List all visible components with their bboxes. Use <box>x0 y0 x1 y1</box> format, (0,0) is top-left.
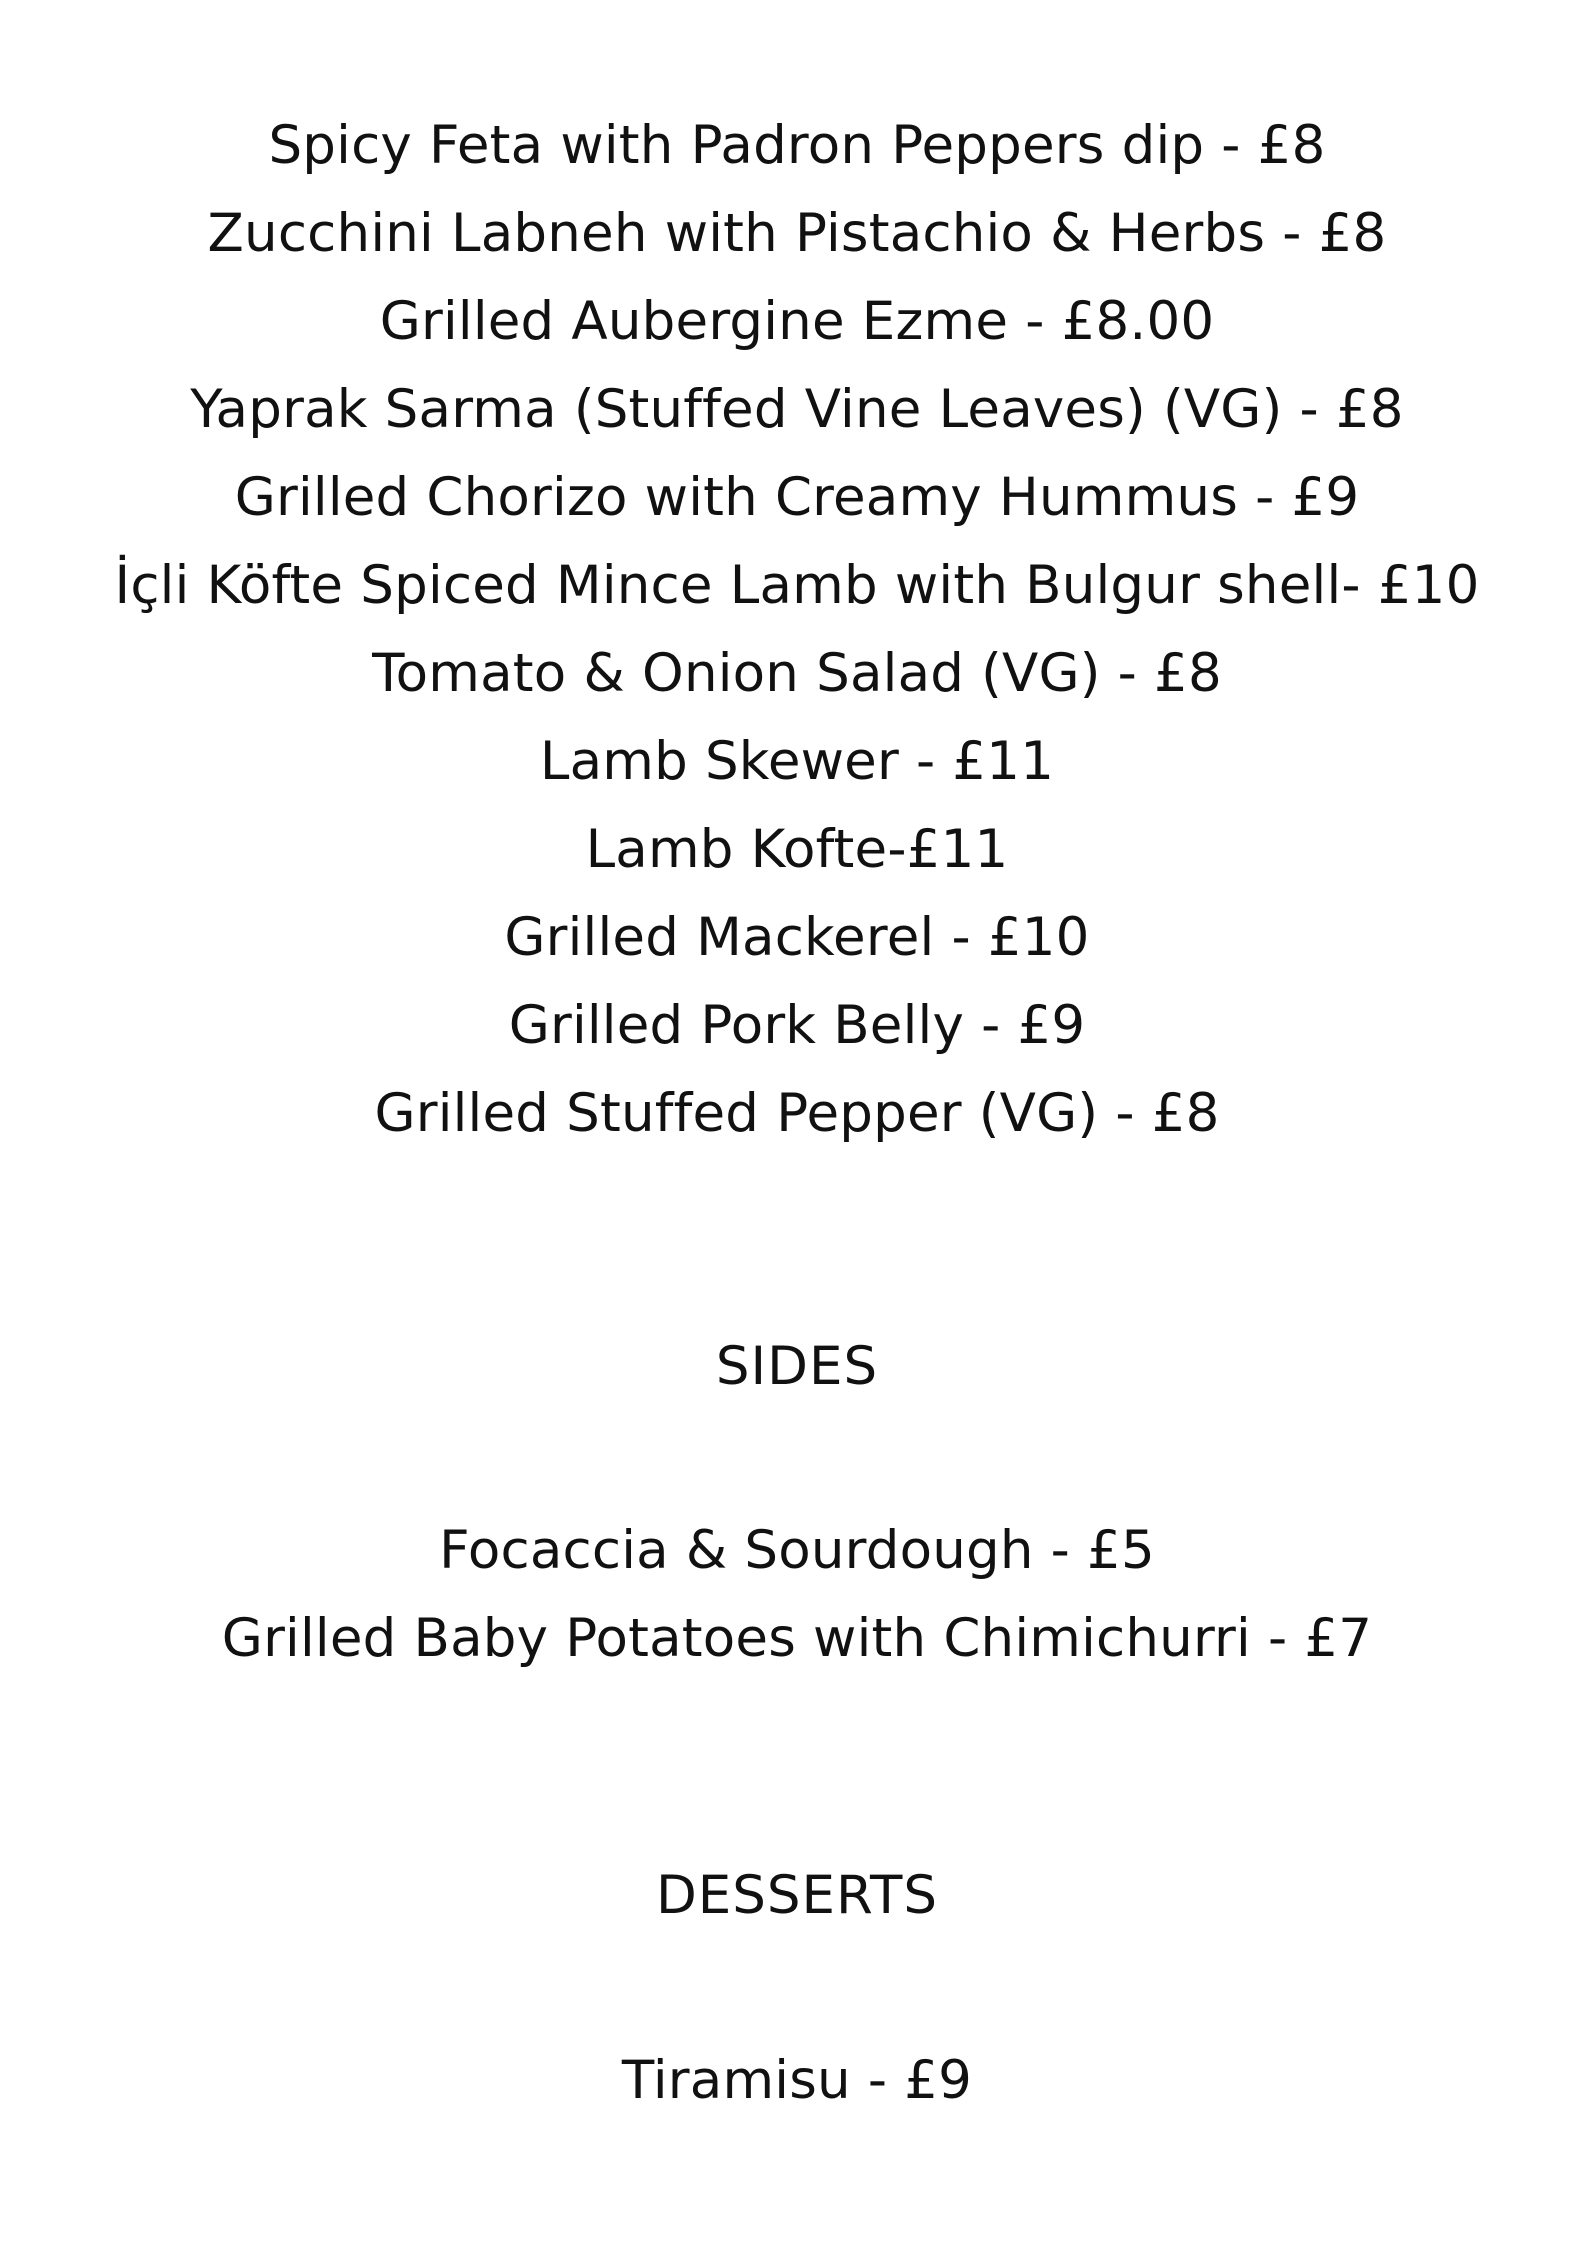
menu-item: Grilled Stuffed Pepper (VG) - £8 <box>374 1083 1220 1144</box>
menu-item: Spicy Feta with Padron Peppers dip - £8 <box>268 115 1326 176</box>
side-item: Focaccia & Sourdough - £5 <box>439 1520 1155 1581</box>
menu-item: Yaprak Sarma (Stuffed Vine Leaves) (VG) - £8 <box>190 379 1404 440</box>
menu-item: Tomato & Onion Salad (VG) - £8 <box>372 643 1222 704</box>
menu-item: Grilled Pork Belly - £9 <box>508 995 1086 1056</box>
menu-item: Grilled Aubergine Ezme - £8.00 <box>379 291 1215 352</box>
menu-item: Grilled Chorizo with Creamy Hummus - £9 <box>234 467 1360 528</box>
desserts-heading: DESSERTS <box>655 1865 939 1926</box>
dessert-item: Tiramisu - £9 <box>621 2050 973 2111</box>
menu-item: Zucchini Labneh with Pistachio & Herbs - £8 <box>207 203 1387 264</box>
side-item: Grilled Baby Potatoes with Chimichurri - £7 <box>221 1608 1373 1669</box>
menu-item: Lamb Skewer - £11 <box>539 731 1055 792</box>
sides-heading: SIDES <box>715 1336 879 1397</box>
menu-item: İçli Köfte Spiced Mince Lamb with Bulgur shell- £10 <box>114 555 1480 616</box>
menu-item: Lamb Kofte-£11 <box>585 819 1009 880</box>
menu-item: Grilled Mackerel - £10 <box>504 907 1090 968</box>
